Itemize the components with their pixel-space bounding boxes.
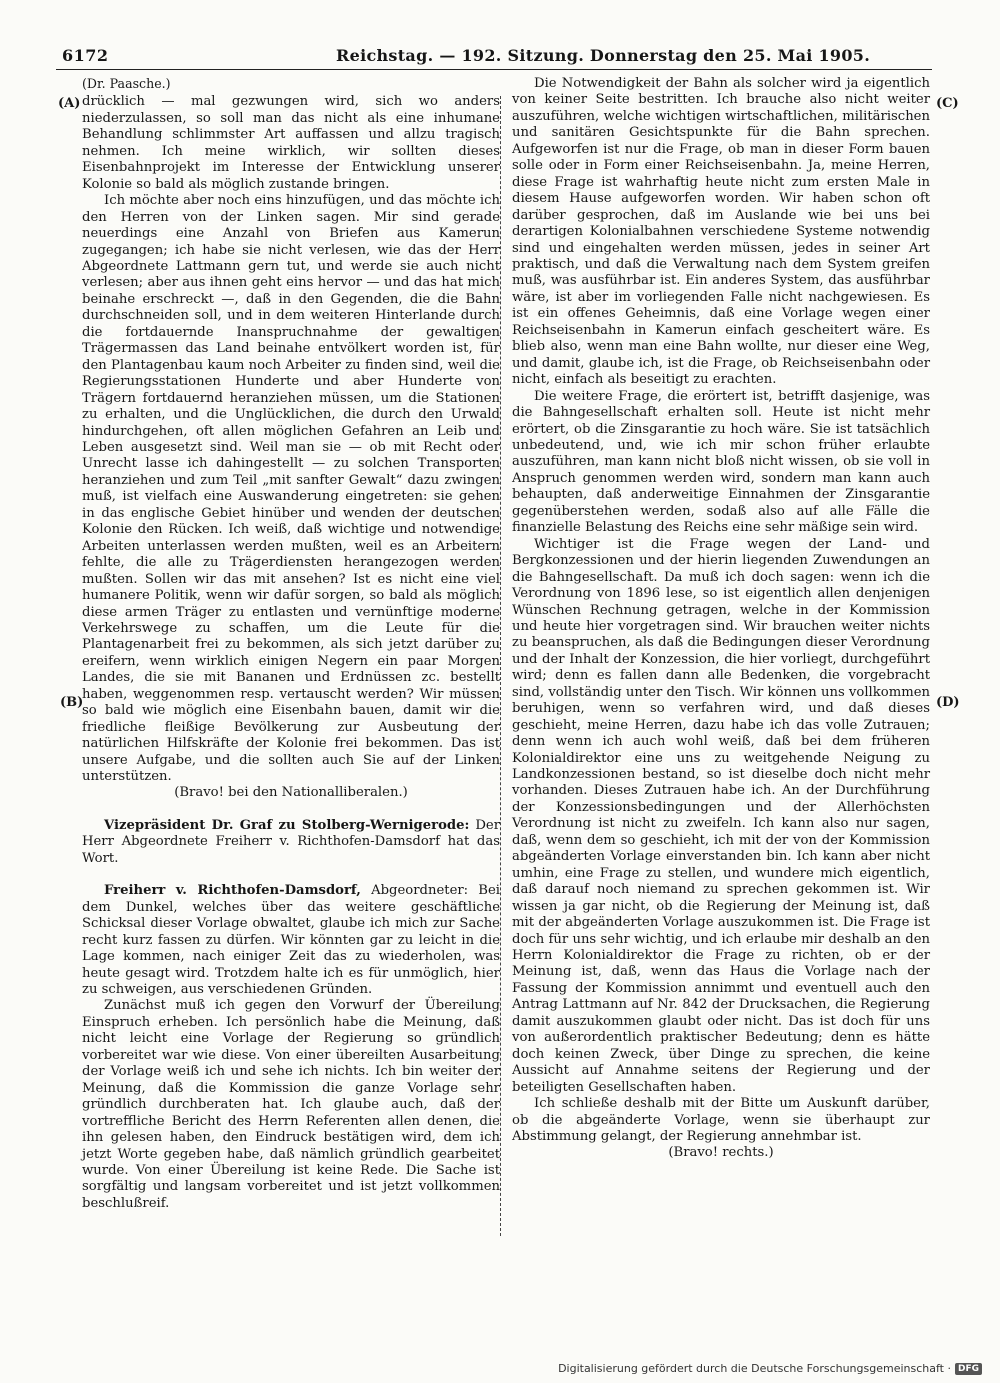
paragraph: Wichtiger ist die Frage wegen der Land- und Bergkonzessionen und der hierin liegenden Zuwendungen an die Bahngesellschaft. Da muß ich doch sagen: wenn ich die Verordnung von 1896 lese, so ist eigentlich allen denjenigen Wünschen Rechnung getragen, welche in der Kommission und heute hier vorgetragen sind. Wir brauchen weiter nichts zu beanspruchen, als daß die Bedingungen dieser Verordnung und der Inhalt der Konzession, die hier vorliegt, durchgeführt wird; denn es fallen dann alle Bedenken, die vorgebracht sind, vollständig unter den Tisch. Wir können uns vollkommen beruhigen, wenn so verfahren wird, und daß dieses geschieht, meine Herren, dazu habe ich das volle Zutrauen; denn wenn ich auch wohl weiß, daß bei dem früheren Kolonialdirektor eine uns zu weitgehende Neigung zu Landkonzessionen bestand, so ist dieselbe doch nicht mehr vorhanden. Dieses Zutrauen habe ich. An der Durchführung der Konzessionsbedingungen und der Allerhöchsten Verordnung ist nicht zu zweifeln. Ich kann also nur sagen, daß, wenn dem so geschieht, ich mit der von der Kommission abgeänderten Vorlage einverstanden bin. Ich kann aber nicht umhin, eine Frage zu stellen, und wundere mich eigentlich, daß darauf noch niemand zu sprechen gekommen ist. Wir wissen ja gar nicht, ob die Regierung der Meinung ist, daß mit der abgeänderten Vorlage auszukommen ist. Die Frage ist doch für uns sehr wichtig, und ich erlaube mir deshalb an den Herrn Kolonialdirektor die Frage zu richten, ob er der Meinung ist, daß, wenn das Haus die Vorlage nach der Fassung der Kommission annimmt und eventuell auch den Antrag Lattmann auf Nr. 842 der Drucksachen, die Regierung damit auszukommen glaubt oder nicht. Das ist doch für uns von außerordentlich praktischer Bedeutung; denn es hätte doch keinen Zweck, über Dinge zu sprechen, die keine Aussicht auf Annahme seitens der Regierung und der beteiligten Gesellschaften haben.	[512, 536, 930, 1095]
vice-president-statement	[82, 818, 500, 867]
vice-president-text: Der Herr Abgeordnete Freiherr v. Richthofen-Damsdorf hat das Wort.	[82, 817, 501, 866]
paragraph: Die weitere Frage, die erörtert ist, betrifft dasjenige, was die Bahngesellschaft erhalten soll. Heute ist nicht mehr erörtert, ob die Zinsgarantie zu hoch wäre. Sie ist tatsächlich unbedeutend, und, wie ich mir schon früher erlaubte auszuführen, man kann nicht bloß nicht wissen, ob sie voll in Anspruch genommen werden wird, sondern man kann auch behaupten, daß anderweitige Einnahmen der Zinsgarantie gegenüberstehen werden, sodaß also auf alle Fälle die finanzielle Belastung des Reichs eine sehr mäßige sein wird.	[512, 388, 930, 536]
right-column	[512, 76, 930, 1162]
paragraph: Ich schließe deshalb mit der Bitte um Auskunft darüber, ob die abgeänderte Vorlage, wenn sie überhaupt zur Abstimmung gelangt, der Regierung annehmbar ist.	[512, 1096, 930, 1144]
dfg-logo-icon: DFG	[955, 1363, 982, 1375]
margin-mark-a: (A)	[58, 96, 81, 111]
speaker-name: Freiherr v. Richthofen-Damsdorf,	[104, 883, 361, 899]
page-header	[56, 42, 932, 70]
speaker-statement	[82, 883, 500, 998]
margin-mark-d: (D)	[936, 695, 960, 710]
applause-note: (Bravo! rechts.)	[668, 1145, 774, 1161]
speaker-note: (Dr. Paasche.)	[82, 76, 171, 91]
footer-credit	[558, 1362, 982, 1375]
vice-president-name: Vizepräsident Dr. Graf zu Stolberg-Wernigerode:	[104, 817, 470, 833]
footer-text: Digitalisierung gefördert durch die Deutsche Forschungsgemeinschaft ·	[558, 1362, 951, 1375]
running-head: Reichstag. — 192. Sitzung. Donnerstag den 25. Mai 1905.	[336, 46, 871, 65]
column-divider	[500, 96, 501, 1236]
paragraph: Die Notwendigkeit der Bahn als solcher wird ja eigentlich von keiner Seite bestritten. Ich brauche also nicht weiter auszuführen, welche wichtigen wirtschaftlichen, militärischen und sanitären Gesichtspunkte für die Bahn sprechen. Aufgeworfen ist nur die Frage, ob man in dieser Form bauen solle oder in Form einer Reichseisenbahn. Ja, meine Herren, diese Frage ist wahrhaftig heute nicht zum ersten Male in diesem Hause aufgeworfen worden. Wir haben schon oft darüber gesprochen, daß im Auslande wie bei uns bei derartigen Kolonialbahnen verschiedene Systeme notwendig sind und eingehalten werden müssen, jedes in seiner Art praktisch, und daß die Verwaltung nach dem System greifen muß, was ausführbar ist. Ein anderes System, das ausführbar wäre, ist aber im vorliegenden Falle nicht nachgewiesen. Es ist ein offenes Geheimnis, daß eine Vorlage wegen einer Reichseisenbahn in Kamerun einfach gescheitert wäre. Es blieb also, wenn man eine Bahn wollte, nur dieser eine Weg, und damit, glaube ich, ist die Frage, ob Reichseisenbahn oder nicht, einfach als beseitigt zu erachten.	[512, 76, 930, 388]
margin-mark-c: (C)	[936, 96, 959, 111]
speaker-text: Abgeordneter: Bei dem Dunkel, welches über das weitere geschäftliche Schicksal dieser Vorlage obwaltet, glaube ich mich zur Sache recht kurz fassen zu dürfen. Wir könnten gar zu leicht in die Lage kommen, nach einiger Zeit das zu wiederholen, was heute gesagt wird. Trotzdem halte ich es für unmöglich, hier zu schweigen, aus verschiedenen Gründen.	[82, 883, 500, 998]
page-number: 6172	[62, 46, 109, 65]
paragraph: Zunächst muß ich gegen den Vorwurf der Übereilung Einspruch erheben. Ich persönlich habe die Meinung, daß nicht leicht eine Vorlage der Regierung so gründlich vorbereitet war wie diese. Von einer übereilten Ausarbeitung der Vorlage weiß ich und sehe ich nichts. Ich bin weiter der Meinung, daß die Kommission die ganze Vorlage sehr gründlich durchberaten hat. Ich glaube auch, daß der vortreffliche Bericht des Herrn Referenten allen denen, die ihn gelesen haben, den Eindruck bestätigen wird, dem ich jetzt Worte gegeben habe, daß nämlich gründlich gearbeitet wurde. Von einer Übereilung ist keine Rede. Die Sache ist sorgfältig und langsam vorbereitet und ist jetzt vollkommen beschlußreif.	[82, 998, 500, 1211]
paragraph: drücklich — mal gezwungen wird, sich wo anders niederzulassen, so soll man das nicht als eine inhumane Behandlung schlimmster Art auffassen und allzu tragisch nehmen. Ich meine wirklich, wir sollten dieses Eisenbahnprojekt im Interesse der Entwicklung unserer Kolonie so bald als möglich zustande bringen.	[82, 94, 500, 192]
paragraph: Ich möchte aber noch eins hinzufügen, und das möchte ich den Herren von der Linken sagen. Mir sind gerade neuerdings eine Anzahl von Briefen aus Kamerun zugegangen; ich habe sie nicht verlesen, wie das der Herr Abgeordnete Lattmann gern tut, und werde sie auch nicht verlesen; aber aus ihnen geht eins hervor — und das hat mich beinahe erschreckt —, daß in den Gegenden, die die Bahn durchschneiden soll, und in dem weiteren Hinterlande durch die fortdauernde Inanspruchnahme der gewaltigen Trägermassen das Land beinahe entvölkert worden ist, für den Plantagenbau kaum noch Arbeiter zu finden sind, weil die Regierungsstationen Hunderte und aber Hunderte von Trägern fortdauernd heranziehen müssen, um die Stationen zu erhalten, und die Unglücklichen, die durch den Urwald hindurchgehen, oft allen möglichen Gefahren an Leib und Leben ausgesetzt sind. Weil man sie — ob mit Recht oder Unrecht lasse ich dahingestellt — zu solchen Transporten heranziehen und zum Teil „mit sanfter Gewalt“ dazu zwingen muß, ist vielfach eine Auswanderung eingetreten: sie gehen in das englische Gebiet hinüber und wenden der deutschen Kolonie den Rücken. Ich weiß, daß wichtige und notwendige Arbeiten unterlassen werden mußten, weil es an Arbeitern fehlte, die alle zu Trägerdiensten herangezogen werden mußten. Sollen wir das mit ansehen? Ist es nicht eine viel humanere Politik, wenn wir dafür sorgen, so bald als möglich diese armen Träger zu entlasten und vernünftige moderne Verkehrswege zu schaffen, um die Leute für die Plantagenarbeit frei zu bekommen, als sich jetzt darüber zu ereifern, wenn wirklich einigen Negern ein paar Morgen Landes, die sie mit Bananen und Erdnüssen zc. bestellt haben, weggenommen resp. vertauscht werden? Wir müssen so bald wie möglich eine Eisenbahn bauen, damit wir die friedliche fleißige Bevölkerung zur Ausbeutung der natürlichen Hilfskräfte der Kolonie frei bekommen. Das ist unsere Aufgabe, und die sollten auch Sie auf der Linken unterstützen.	[82, 193, 500, 785]
left-column	[82, 76, 500, 1212]
applause-note: (Bravo! bei den Nationalliberalen.)	[174, 785, 408, 801]
margin-mark-b: (B)	[60, 695, 84, 710]
